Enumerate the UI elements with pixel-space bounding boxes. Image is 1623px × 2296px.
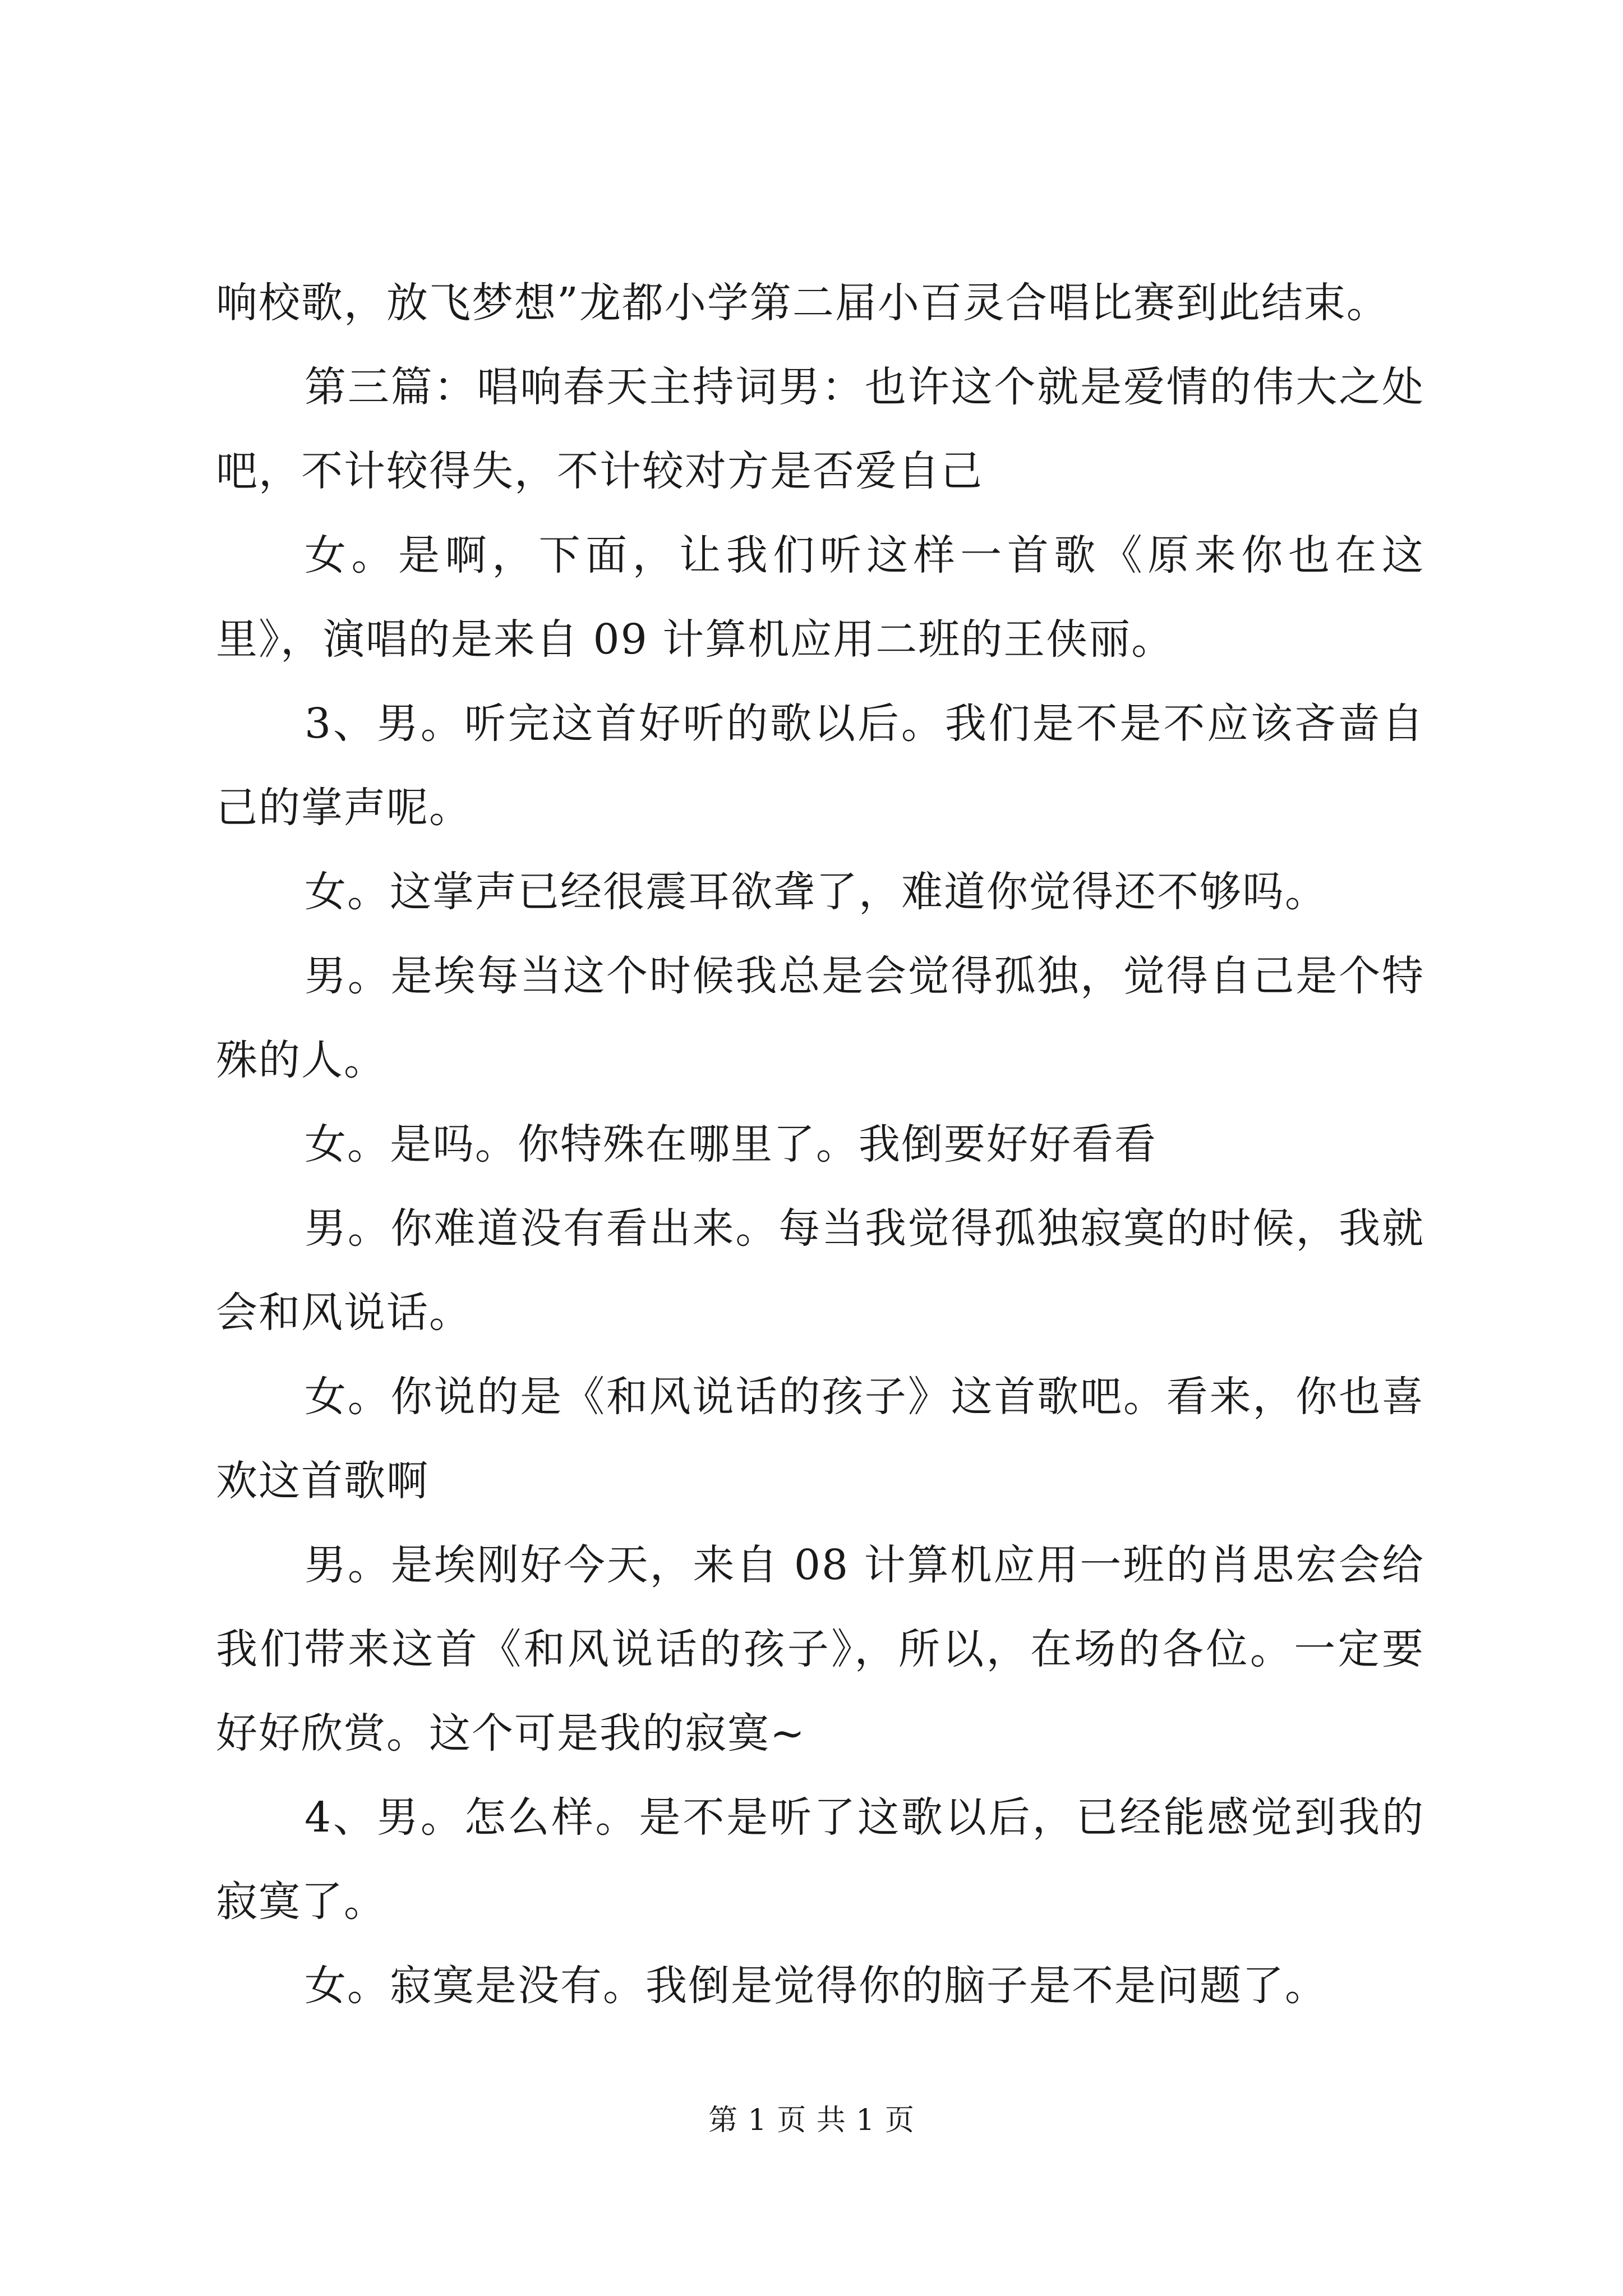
paragraph-6: 男。是埃每当这个时候我总是会觉得孤独，觉得自己是个特殊的人。 xyxy=(216,952,1424,1084)
page-number-label: 第 1 页 共 1 页 xyxy=(708,2104,915,2137)
paragraph-8: 男。你难道没有看出来。每当我觉得孤独寂寞的时候，我就会和风说话。 xyxy=(216,1204,1424,1337)
paragraph-1: 响校歌，放飞梦想”龙都小学第二届小百灵合唱比赛到此结束。 xyxy=(216,279,1389,327)
paragraph-4: 3、男。听完这首好听的歌以后。我们是不是不应该吝啬自己的掌声呢。 xyxy=(216,700,1424,832)
paragraph-11: 4、男。怎么样。是不是听了这歌以后，已经能感觉到我的寂寞了。 xyxy=(216,1793,1424,1926)
document-body xyxy=(216,261,1424,2028)
paragraph-3: 女。是啊，下面，让我们听这样一首歌《原来你也在这里》，演唱的是来自 09 计算机应用二班的王侠丽。 xyxy=(216,531,1424,664)
paragraph-2: 第三篇：唱响春天主持词男：也许这个就是爱情的伟大之处吧，不计较得失，不计较对方是否爱自己 xyxy=(216,363,1424,495)
page-footer xyxy=(0,2101,1623,2140)
paragraph-7: 女。是吗。你特殊在哪里了。我倒要好好看看 xyxy=(305,1120,1157,1168)
paragraph-12: 女。寂寞是没有。我倒是觉得你的脑子是不是问题了。 xyxy=(305,1962,1327,2010)
paragraph-9: 女。你说的是《和风说话的孩子》这首歌吧。看来，你也喜欢这首歌啊 xyxy=(216,1373,1424,1505)
paragraph-5: 女。这掌声已经很震耳欲聋了，难道你觉得还不够吗。 xyxy=(305,868,1327,916)
paragraph-10: 男。是埃刚好今天，来自 08 计算机应用一班的肖思宏会给我们带来这首《和风说话的孩子》，所以，在场的各位。一定要好好欣赏。这个可是我的寂寞~ xyxy=(216,1541,1424,1757)
